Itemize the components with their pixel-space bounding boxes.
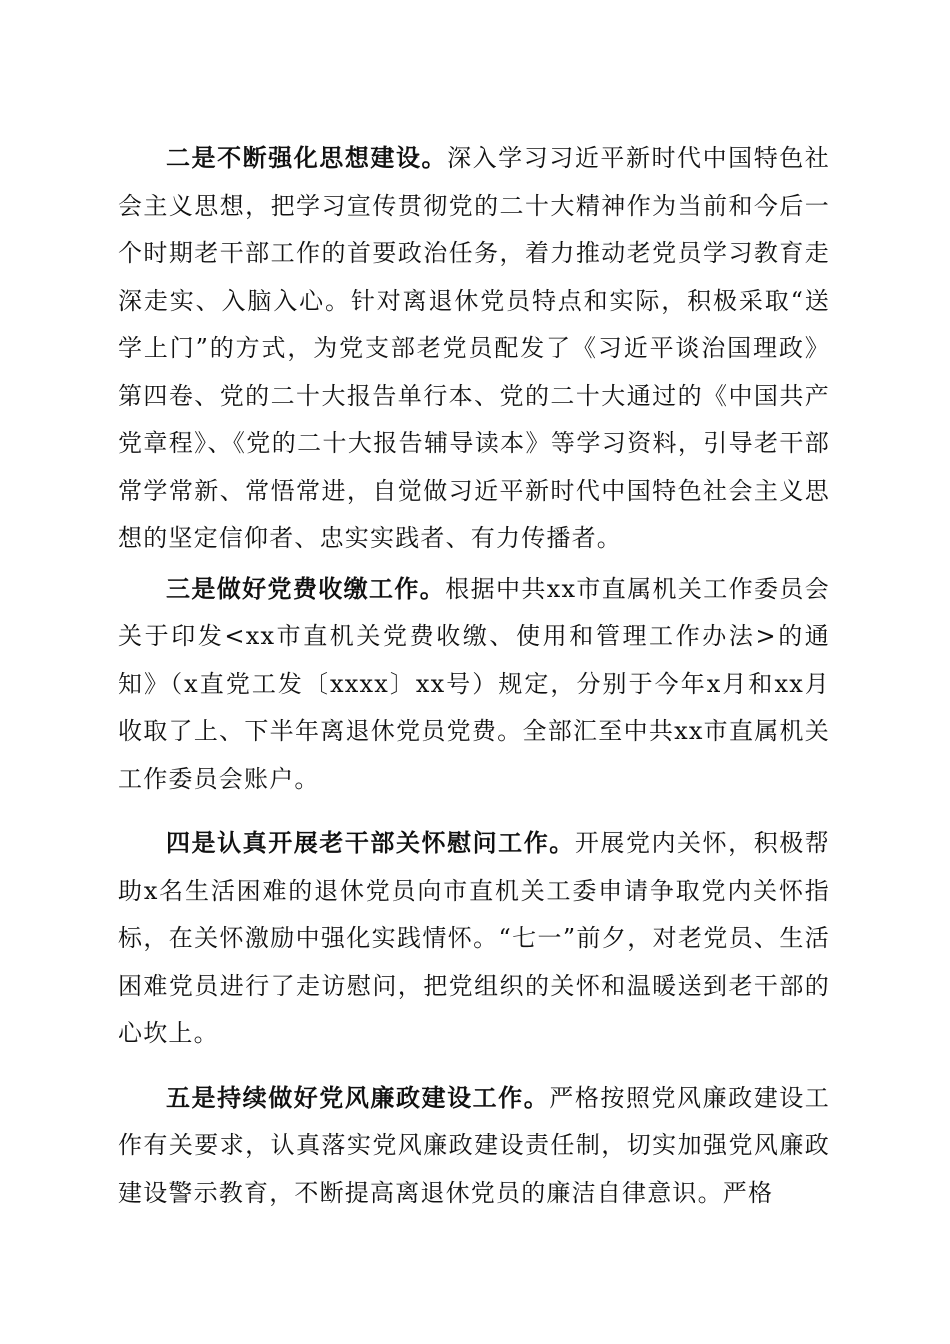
paragraph-text: 严格按照党风廉政建设工作有关要求，认真落实党风廉政建设责任制，切实加强党风廉政建设警示教育，不断提高离退休党员的廉洁自律意识。严格 bbox=[118, 1083, 830, 1207]
paragraph-integrity-building bbox=[118, 1074, 830, 1218]
document-body bbox=[118, 134, 830, 1217]
paragraph-thought-building bbox=[118, 134, 830, 563]
paragraph-heading: 五是持续做好党风廉政建设工作。 bbox=[166, 1082, 550, 1112]
paragraph-heading: 二是不断强化思想建设。 bbox=[166, 143, 448, 172]
paragraph-text: 开展党内关怀，积极帮助x名生活困难的退休党员向市直机关工委申请争取党内关怀指标，在关怀激励中强化实践情怀。“七一”前夕，对老党员、生活困难党员进行了走访慰问，把党组织的关怀和温暖送到老干部的心坎上。 bbox=[118, 829, 831, 1047]
paragraph-party-dues bbox=[118, 565, 830, 804]
paragraph-heading: 四是认真开展老干部关怀慰问工作。 bbox=[166, 828, 575, 857]
paragraph-heading: 三是做好党费收缴工作。 bbox=[166, 573, 446, 603]
paragraph-text: 深入学习习近平新时代中国特色社会主义思想，把学习宣传贯彻党的二十大精神作为当前和今后一个时期老干部工作的首要政治任务，着力推动老党员学习教育走深走实、入脑入心。针对离退休党员特点和实际，积极采取“送学上门”的方式，为党支部老党员配发了《习近平谈治国理政》第四卷、党的二十大报告单行本、党的二十大通过的《中国共产党章程》、《党的二十大报告辅导读本》等学习资料，引导老干部常学常新、常悟常进，自觉做习近平新时代中国特色社会主义思想的坚定信仰者、忠实实践者、有力传播者。 bbox=[118, 144, 831, 552]
paragraph-text: 根据中共xx市直属机关工作委员会关于印发<xx市直机关党费收缴、使用和管理工作办法>的通知》（x直党工发〔xxxx〕xx号）规定，分别于今年x月和xx月收取了上、下半年离退休党员党费。全部汇至中共xx市直属机关工作委员会账户。 bbox=[118, 574, 830, 793]
paragraph-veteran-care bbox=[118, 819, 830, 1058]
